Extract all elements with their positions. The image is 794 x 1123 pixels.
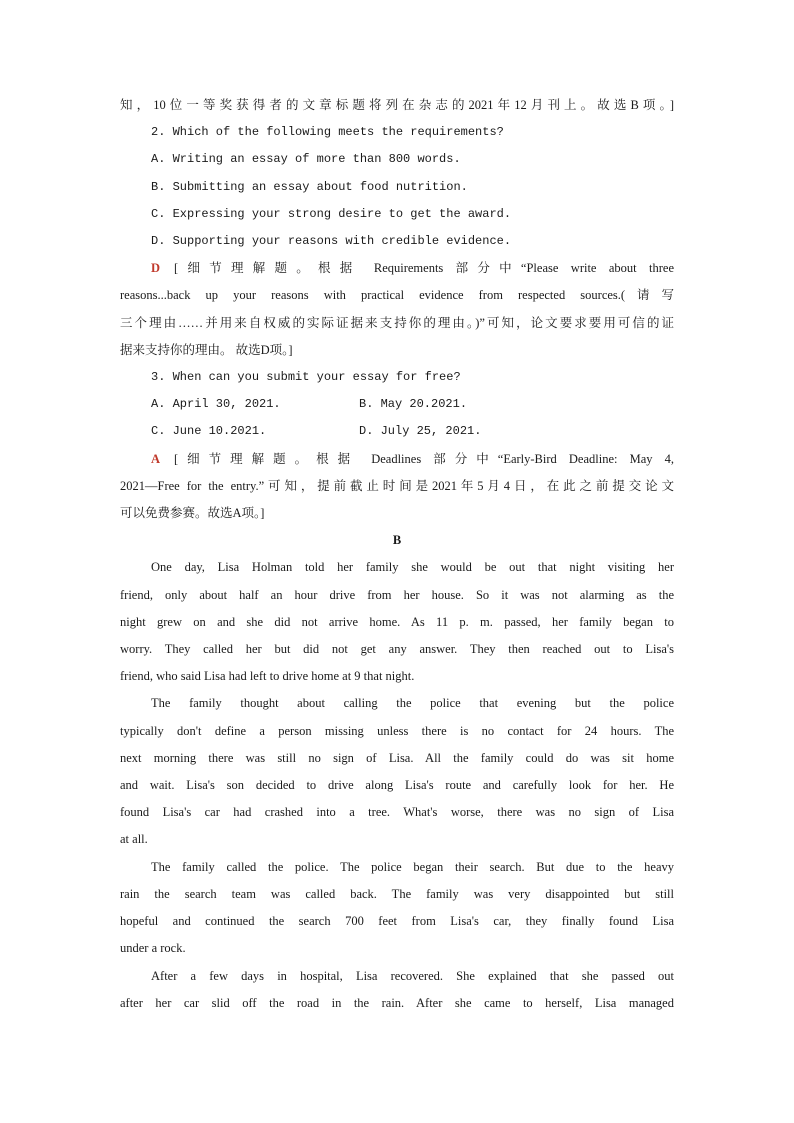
answer-2-explanation-line: 三个理由……并用来自权威的实际证据来支持你的理由。)”可知，论文要求要用可信的证 <box>120 315 674 330</box>
answer-2-explanation-line: 据来支持你的理由。 故选D项。] <box>120 342 293 357</box>
paragraph-4-line: After a few days in hospital, Lisa recovered. She explained that she passed out <box>151 968 674 983</box>
answer-3-text: [细节理解题。根据 Deadlines 部分中“Early-Bird Deadline: May 4, <box>174 451 674 466</box>
paragraph-2-line: The family thought about calling the police that evening but the police <box>151 696 674 711</box>
option-2b: B. Submitting an essay about food nutrition. <box>151 179 468 194</box>
option-3c: C. June 10.2021. <box>151 424 267 439</box>
paragraph-1-line: friend, only about half an hour drive from her house. So it was not alarming as the <box>120 587 674 602</box>
option-2d: D. Supporting your reasons with credible evidence. <box>151 234 512 249</box>
answer-2-text: [细节理解题。根据 Requirements 部分中“Please write about three <box>174 261 674 276</box>
answer-2-letter: D <box>151 261 161 276</box>
section-title-b: B <box>392 533 402 548</box>
paragraph-3-line: under a rock. <box>120 941 186 956</box>
answer-3-explanation-line: 2021—Free for the entry.”可知，提前截止时间是2021年5月4日，在此之前提交论文 <box>120 478 674 493</box>
paragraph-2-line: and wait. Lisa's son decided to drive along Lisa's route and carefully look for her. He <box>120 778 674 793</box>
option-2a: A. Writing an essay of more than 800 words. <box>151 152 461 167</box>
paragraph-2-line: next morning there was still no sign of Lisa. All the family could do was sit home <box>120 750 674 765</box>
paragraph-3-line: hopeful and continued the search 700 feet from Lisa's car, they finally found Lisa <box>120 914 674 929</box>
option-2c: C. Expressing your strong desire to get the award. <box>151 206 512 221</box>
question-3: 3. When can you submit your essay for free? <box>151 370 461 385</box>
paragraph-1-line: friend, who said Lisa had left to drive home at 9 that night. <box>120 669 415 684</box>
option-3a: A. April 30, 2021. <box>151 397 281 412</box>
answer-3-letter: A <box>151 451 161 466</box>
paragraph-3-line: The family called the police. The police began their search. But due to the heavy <box>151 859 674 874</box>
paragraph-2-line: found Lisa's car had crashed into a tree. What's worse, there was no sign of Lisa <box>120 805 674 820</box>
question-2: 2. Which of the following meets the requirements? <box>151 125 504 140</box>
answer-2-explanation-line <box>120 255 674 282</box>
paragraph-2-line: typically don't define a person missing unless there is no contact for 24 hours. The <box>120 723 674 738</box>
explanation-line: 知，10位一等奖获得者的文章标题将列在杂志的2021年12月刊上。故选B项。] <box>120 98 674 112</box>
options-3-row-2 <box>120 418 674 445</box>
paragraph-4-line: after her car slid off the road in the rain. After she came to herself, Lisa managed <box>120 995 674 1010</box>
paragraph-3-line: rain the search team was called back. The family was very disappointed but still <box>120 886 674 901</box>
option-3d: D. July 25, 2021. <box>359 424 482 439</box>
option-3b: B. May 20.2021. <box>359 397 468 412</box>
paragraph-1-line: worry. They called her but did not get any answer. They then reached out to Lisa's <box>120 642 674 657</box>
answer-3-explanation-line <box>120 446 674 473</box>
document-page <box>120 92 674 1017</box>
options-3-row-1 <box>120 391 674 418</box>
answer-3-explanation-line: 可以免费参赛。故选A项。] <box>120 506 265 521</box>
paragraph-1-line: night grew on and she did not arrive home. As 11 p. m. passed, her family began to <box>120 614 674 629</box>
paragraph-1-line: One day, Lisa Holman told her family she would be out that night visiting her <box>151 560 674 575</box>
answer-2-explanation-line: reasons...back up your reasons with practical evidence from respected sources.(请写 <box>120 288 674 303</box>
paragraph-2-line: at all. <box>120 832 148 847</box>
